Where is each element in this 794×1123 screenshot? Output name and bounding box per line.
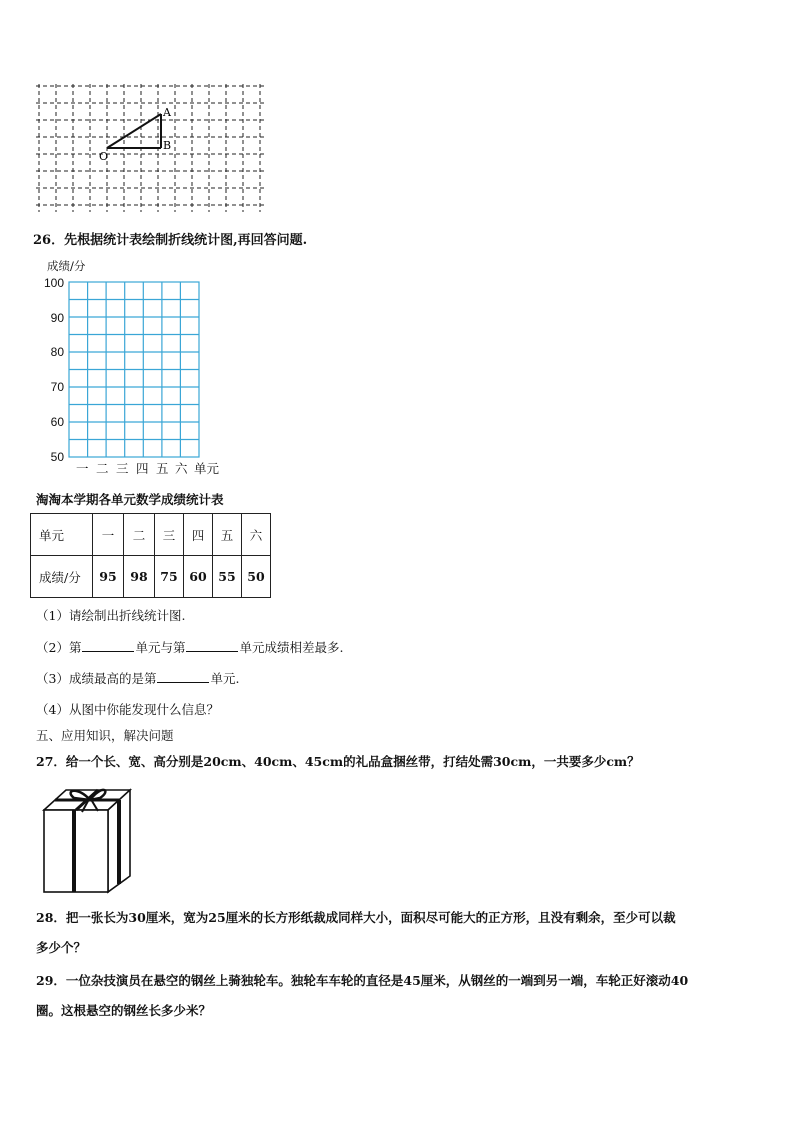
answer-blank[interactable]: [186, 640, 238, 652]
question-27: 27．给一个长、宽、高分别是20cm、40cm、45cm的礼品盒捆丝带，打结处需30cm，一共要多少cm？: [36, 754, 640, 769]
table-row: [31, 556, 271, 598]
unit-cell: 三: [155, 514, 184, 556]
triangle-oab: [107, 114, 161, 148]
y-tick: 80: [50, 345, 64, 359]
label-o: O: [99, 150, 109, 163]
blank-line-chart-grid: [68, 281, 202, 459]
question-28-line-1: 28．把一张长为30厘米，宽为25厘米的长方形纸裁成同样大小，面积尽可能大的正方形，且没有剩余，至少可以裁: [36, 910, 676, 925]
question-29-line-1: 29．一位杂技演员在悬空的钢丝上骑独轮车。独轮车车轮的直径是45厘米，从钢丝的一端到另一端，车轮正好滚动40: [36, 973, 689, 988]
x-tick: 六: [175, 461, 188, 476]
score-cell: 75: [155, 556, 184, 598]
unit-cell: 六: [242, 514, 271, 556]
x-tick: 三: [116, 461, 129, 476]
question-28-line-2: 多少个？: [36, 940, 87, 955]
y-tick: 70: [50, 380, 64, 394]
chart-y-axis-label: 成绩/分: [47, 259, 86, 273]
score-cell: 95: [93, 556, 124, 598]
y-tick: 60: [50, 415, 64, 429]
label-a: A: [163, 106, 171, 119]
section-heading: 五、应用知识，解决问题: [36, 728, 174, 743]
x-axis-unit-label: 单元: [194, 461, 220, 476]
score-cell: 60: [184, 556, 213, 598]
y-tick: 100: [43, 276, 64, 290]
score-cell: 50: [242, 556, 271, 598]
sub-question-3: [36, 669, 239, 687]
sub-question-2-part-c: 单元成绩相差最多.: [239, 640, 344, 655]
question-29-line-2: 圈。这根悬空的钢丝长多少米？: [36, 1003, 212, 1018]
answer-blank[interactable]: [82, 640, 134, 652]
x-tick: 五: [156, 461, 169, 476]
table-row: [31, 514, 271, 556]
coordinate-grid-figure: [30, 78, 275, 218]
x-tick: 一: [76, 461, 89, 476]
sub-question-4: （4）从图中你能发现什么信息？: [36, 702, 219, 717]
unit-cell: 二: [124, 514, 155, 556]
sub-question-2-part-b: 单元与第: [135, 640, 186, 655]
sub-question-3-part-b: 单元.: [210, 671, 240, 686]
x-tick: 四: [136, 461, 149, 476]
x-tick: 二: [96, 461, 109, 476]
sub-question-1: （1）请绘制出折线统计图.: [36, 608, 186, 623]
score-table: [30, 513, 271, 598]
score-cell: 55: [213, 556, 242, 598]
unit-cell: 五: [213, 514, 242, 556]
row-header-unit: 单元: [31, 514, 93, 556]
sub-question-2-part-a: （2）第: [36, 640, 82, 655]
question-26-title: 26．先根据统计表绘制折线统计图,再回答问题.: [33, 233, 308, 248]
unit-cell: 四: [184, 514, 213, 556]
y-tick: 50: [50, 450, 64, 464]
y-tick: 90: [50, 311, 64, 325]
table-title: 淘淘本学期各单元数学成绩统计表: [36, 492, 224, 507]
unit-cell: 一: [93, 514, 124, 556]
score-cell: 98: [124, 556, 155, 598]
answer-blank[interactable]: [157, 671, 209, 683]
sub-question-2: [36, 638, 343, 656]
sub-question-3-part-a: （3）成绩最高的是第: [36, 671, 157, 686]
gift-box-illustration: [38, 782, 134, 896]
row-header-score: 成绩/分: [31, 556, 93, 598]
label-b: B: [163, 139, 172, 152]
